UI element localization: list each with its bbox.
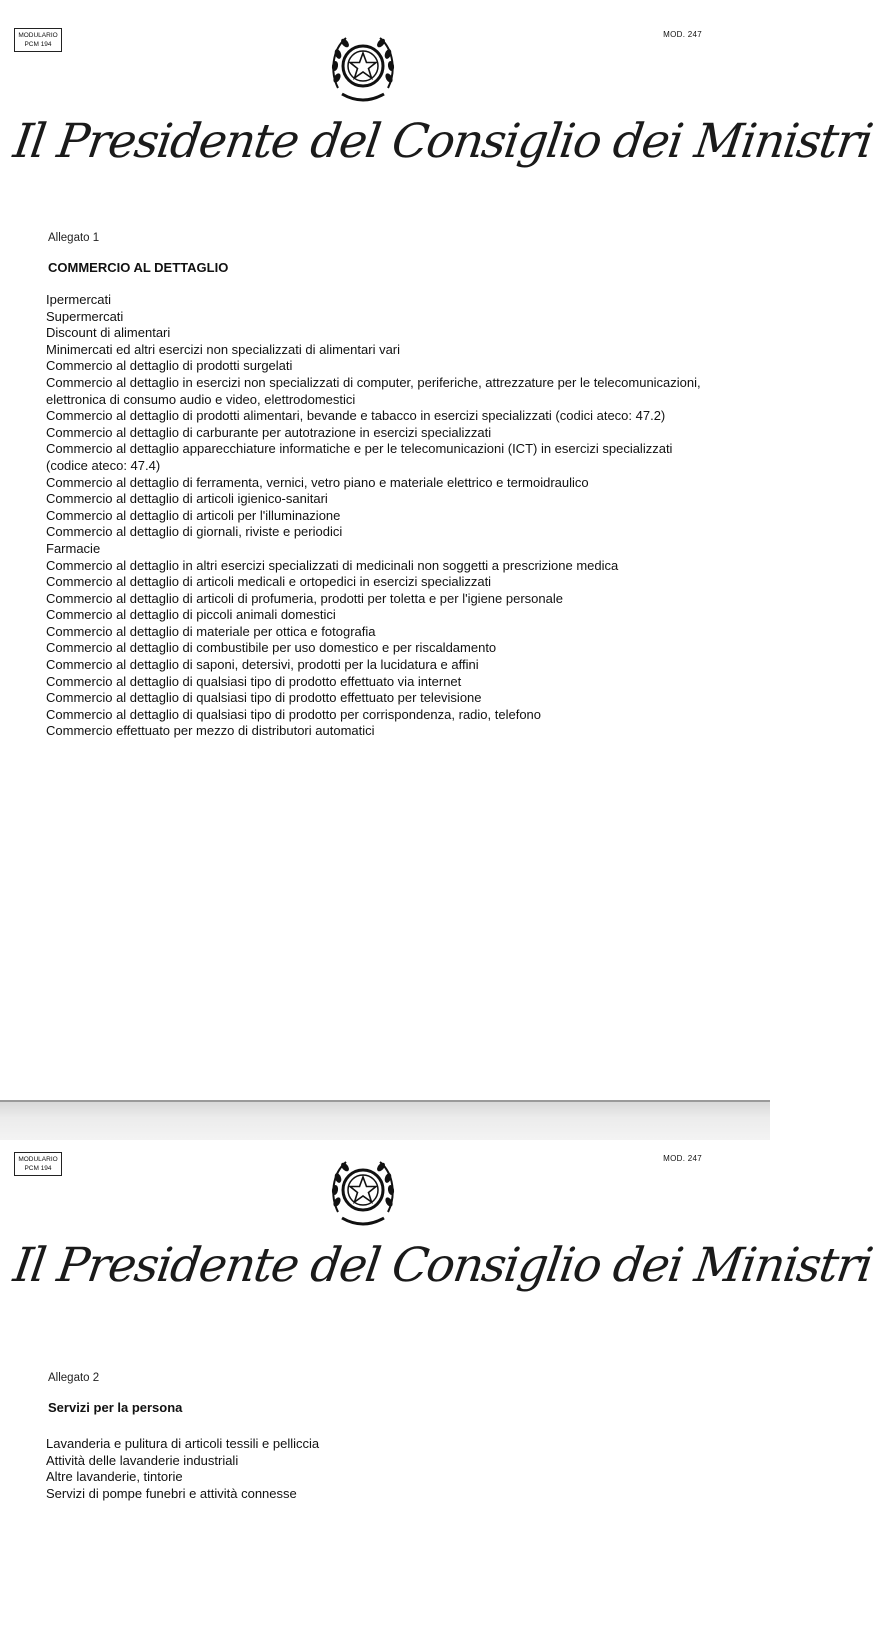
section-title: COMMERCIO AL DETTAGLIO bbox=[48, 260, 229, 275]
list-item: Commercio al dettaglio di piccoli animali domestici bbox=[46, 607, 336, 623]
list-item: Altre lavanderie, tintorie bbox=[46, 1469, 183, 1485]
form-code: MOD. 247 bbox=[663, 30, 702, 39]
modulario-stamp bbox=[14, 28, 62, 52]
list-item: Minimercati ed altri esercizi non specializzati di alimentari vari bbox=[46, 341, 401, 357]
list-item: Commercio effettuato per mezzo di distributori automatici bbox=[46, 723, 375, 739]
list-item: Commercio al dettaglio di articoli igienico-sanitari bbox=[46, 491, 328, 507]
stamp-line-1: MODULARIO bbox=[18, 32, 58, 39]
list-item: Commercio al dettaglio in altri esercizi specializzati di medicinali non soggetti a prescrizione medica bbox=[46, 557, 619, 573]
list-item: Commercio al dettaglio di combustibile per uso domestico e per riscaldamento bbox=[46, 640, 497, 656]
list-item: Commercio al dettaglio di articoli di profumeria, prodotti per toletta e per l'igiene personale bbox=[46, 590, 563, 606]
list-item: Commercio al dettaglio di giornali, riviste e periodici bbox=[46, 524, 343, 540]
letterhead-text: Il Presidente del Consiglio dei Ministri bbox=[10, 1238, 875, 1293]
list-item: Commercio al dettaglio di prodotti surgelati bbox=[46, 358, 293, 374]
list-item: Discount di alimentari bbox=[46, 325, 171, 341]
stamp-line-2: PCM 194 bbox=[24, 41, 52, 48]
section-title: Servizi per la persona bbox=[48, 1400, 183, 1415]
list-item: Farmacie bbox=[46, 540, 101, 556]
list-item: Commercio al dettaglio di articoli per l'illuminazione bbox=[46, 507, 341, 523]
letterhead-title bbox=[10, 114, 875, 208]
list-item: Lavanderia e pulitura di articoli tessili e pelliccia bbox=[46, 1436, 320, 1451]
page-separator bbox=[0, 1100, 770, 1142]
document-page-2 bbox=[0, 1140, 875, 1629]
republic-emblem-icon bbox=[328, 1152, 398, 1232]
letterhead-text: Il Presidente del Consiglio dei Ministri bbox=[10, 114, 875, 169]
modulario-stamp bbox=[14, 1152, 62, 1176]
list-item: Commercio al dettaglio in esercizi non specializzati di computer, periferiche, attrezzature per le telecomunicazioni, elettronica di consumo audio e video, elettrodomestici bbox=[46, 374, 701, 407]
republic-emblem-icon bbox=[328, 28, 398, 108]
list-item: Commercio al dettaglio di materiale per ottica e fotografia bbox=[46, 623, 376, 639]
list-item: Commercio al dettaglio di articoli medicali e ortopedici in esercizi specializzati bbox=[46, 574, 492, 590]
list-item: Servizi di pompe funebri e attività connesse bbox=[46, 1485, 297, 1501]
list-item: Commercio al dettaglio di carburante per autotrazione in esercizi specializzati bbox=[46, 424, 492, 440]
list-item: Supermercati bbox=[46, 308, 124, 324]
list-item: Ipermercati bbox=[46, 292, 112, 307]
attachment-label: Allegato 1 bbox=[48, 232, 100, 244]
letterhead-title bbox=[10, 1238, 875, 1332]
stamp-line-2: PCM 194 bbox=[24, 1165, 52, 1172]
list-item: Commercio al dettaglio di qualsiasi tipo di prodotto effettuato per televisione bbox=[46, 690, 482, 706]
list-item: Commercio al dettaglio apparecchiature informatiche e per le telecomunicazioni (ICT) in esercizi specializzati (codice ateco: 47.4) bbox=[46, 441, 673, 473]
list-item: Commercio al dettaglio di saponi, detersivi, prodotti per la lucidatura e affini bbox=[46, 657, 479, 673]
list-item: Commercio al dettaglio di qualsiasi tipo di prodotto effettuato via internet bbox=[46, 673, 462, 689]
list-item: Commercio al dettaglio di qualsiasi tipo di prodotto per corrispondenza, radio, telefono bbox=[46, 706, 542, 722]
stamp-line-1: MODULARIO bbox=[18, 1156, 58, 1163]
activity-list bbox=[46, 1436, 706, 1502]
form-code: MOD. 247 bbox=[663, 1154, 702, 1163]
activity-list bbox=[46, 292, 706, 740]
list-item: Attività delle lavanderie industriali bbox=[46, 1452, 239, 1468]
attachment-label: Allegato 2 bbox=[48, 1372, 100, 1384]
list-item: Commercio al dettaglio di ferramenta, vernici, vetro piano e materiale elettrico e termoidraulico bbox=[46, 474, 589, 490]
list-item: Commercio al dettaglio di prodotti alimentari, bevande e tabacco in esercizi specializzati (codici ateco: 47.2) bbox=[46, 408, 666, 424]
